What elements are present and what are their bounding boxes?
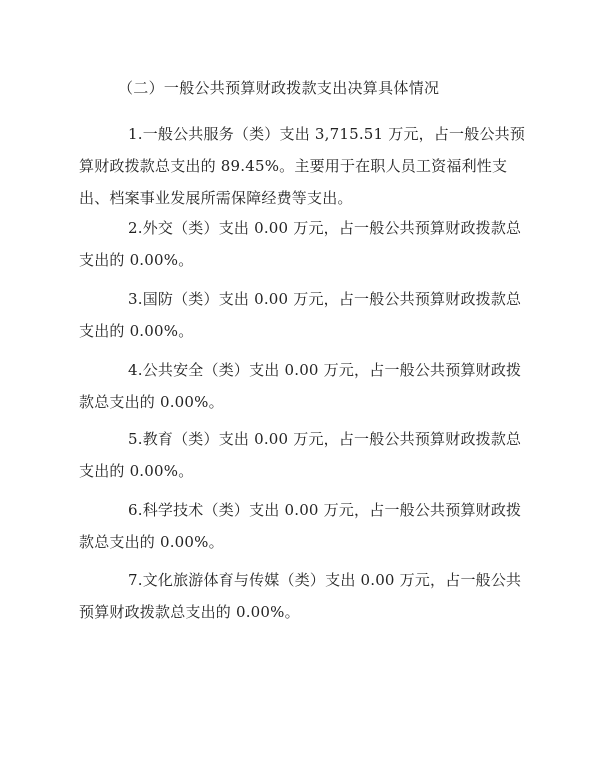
paragraph-line: 3.国防（类）支出 0.00 万元，占一般公共预算财政拨款总 [128,290,522,308]
paragraph-culture-tourism-sports-media [79,564,522,628]
paragraph-line: 出、档案事业发展所需保障经费等支出。 [79,189,353,207]
paragraph-line: 7.文化旅游体育与传媒（类）支出 0.00 万元，占一般公共 [128,571,522,589]
paragraph-general-public-services [79,118,526,214]
paragraph-line: 支出的 0.00%。 [79,251,194,269]
paragraph-line: 款总支出的 0.00%。 [79,533,224,551]
paragraph-line: 支出的 0.00%。 [79,322,194,340]
paragraph-line: 1.一般公共服务（类）支出 3,715.51 万元，占一般公共预 [128,125,526,143]
paragraph-line: 5.教育（类）支出 0.00 万元，占一般公共预算财政拨款总 [128,430,522,448]
paragraph-line: 算财政拨款总支出的 89.45%。主要用于在职人员工资福利性支 [79,157,508,175]
paragraph-foreign-affairs [79,212,522,276]
paragraph-education [79,423,522,487]
paragraph-line: 2.外交（类）支出 0.00 万元，占一般公共预算财政拨款总 [128,219,522,237]
paragraph-science-technology [79,494,522,558]
paragraph-public-security [79,354,522,418]
paragraph-line: 4.公共安全（类）支出 0.00 万元，占一般公共预算财政拨 [128,361,522,379]
paragraph-line: 预算财政拨款总支出的 0.00%。 [79,603,300,621]
section-heading: （二）一般公共预算财政拨款支出决算具体情况 [118,79,440,97]
paragraph-line: 支出的 0.00%。 [79,462,194,480]
paragraph-line: 款总支出的 0.00%。 [79,393,224,411]
paragraph-line: 6.科学技术（类）支出 0.00 万元，占一般公共预算财政拨 [128,501,522,519]
paragraph-national-defense [79,283,522,347]
